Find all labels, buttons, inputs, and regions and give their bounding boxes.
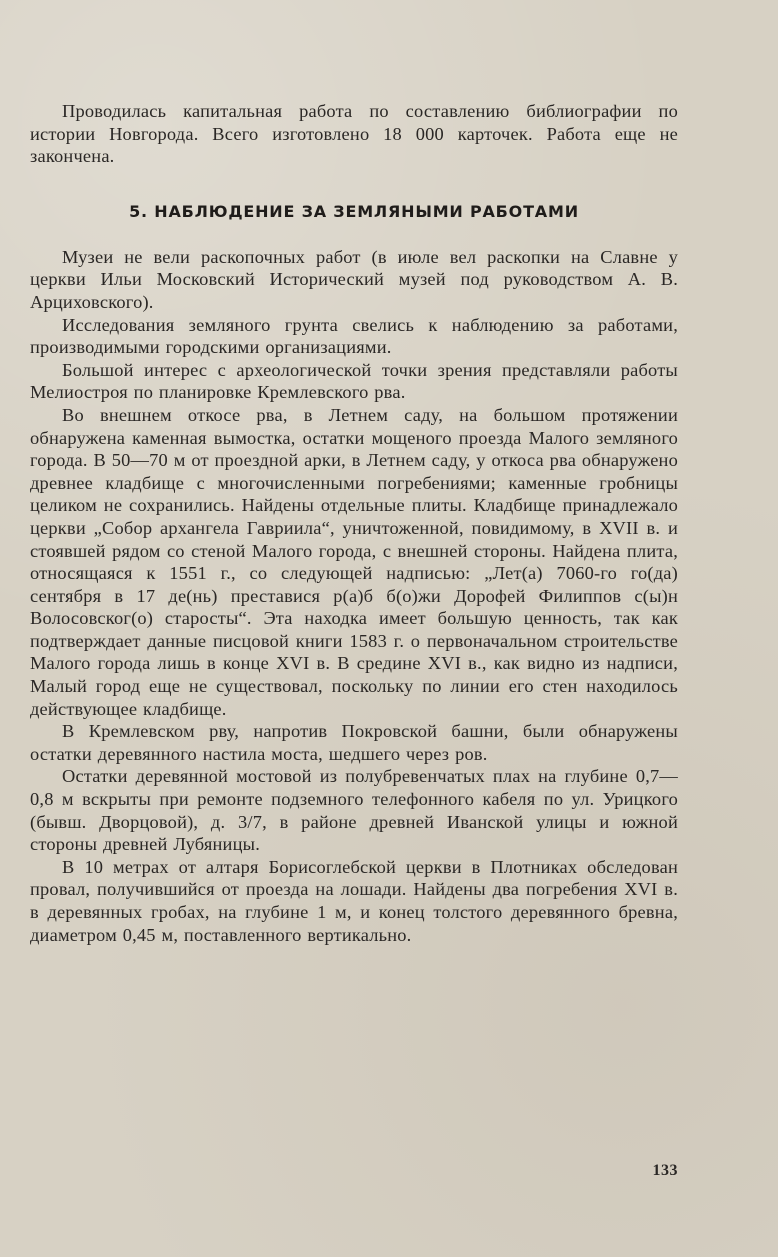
paragraph-kremlin-moat: В Кремлевском рву, напротив Покровской башни, были обнаружены остатки деревянного настила моста, шедшего через ров. bbox=[30, 721, 678, 764]
page-number: 133 bbox=[652, 1162, 678, 1179]
page-content bbox=[30, 100, 678, 946]
paragraph-bibliography: Проводилась капитальная работа по составлению библиографии по истории Новгорода. Всего изготовлено 18 000 карточек. Работа еще не закончена. bbox=[30, 101, 678, 167]
paragraph-melio-works: Большой интерес с археологической точки зрения представляли работы Мелиостроя по планировке Кремлевского рва. bbox=[30, 359, 678, 403]
paragraph-borisoglebsk: В 10 метрах от алтаря Борисоглебской церкви в Плотниках обследован провал, получившийся от проезда на лошади. Найдены два погребения XVI в. в деревянных гробах, на глубине 1 м, и конец толстого деревянного бревна, диаметром 0,45 м, поставленного вертикально. bbox=[30, 856, 678, 945]
paragraph-outer-slope: Во внешнем откосе рва, в Летнем саду, на большом протяжении обнаружена каменная вымостка, остатки мощеного проезда Малого земляного города. В 50—70 м от проездной арки, в Летнем саду, у откоса рва обнаружено древнее кладбище с многочисленными погребениями; каменные гробницы целиком не сохранились. Найдены отдельные плиты. Кладбище принадлежало церкви „Собор архангела Гавриила“, уничтоженной, повидимому, в XVII в. и стоявшей рядом со стеной Малого города, с внешней стороны. Найдена плита, относящаяся к 1551 г., со следующей надписью: „Лет(а) 7060-го го(да) сентября в 17 де(нь) преставися р(а)б б(о)жи Дорофей Филиппов с(ы)н Волосовског(о) старосты“. Эта находка имеет большую ценность, так как подтверждает данные писцовой книги 1583 г. о первоначальном строительстве Малого города лишь в конце XVI в. В средине XVI в., как видно из надписи, Малый город еще не существовал, поскольку по линии его стен находилось действующее кладбище. bbox=[30, 404, 678, 719]
paragraph-museums: Музеи не вели раскопочных работ (в июле вел раскопки на Славне у церкви Ильи Московский Исторический музей под руководством А. В. Арциховского). bbox=[30, 246, 678, 312]
section-heading: 5. НАБЛЮДЕНИЕ ЗА ЗЕМЛЯНЫМИ РАБОТАМИ bbox=[129, 201, 579, 221]
paragraph-wooden-pavement: Остатки деревянной мостовой из полубревенчатых плах на глубине 0,7—0,8 м вскрыты при ремонте подземного телефонного кабеля по ул. Урицкого (бывш. Дворцовой), д. 3/7, в районе древней Иванской улицы и южной стороны древней Лубяницы. bbox=[30, 766, 678, 855]
paragraph-ground-research: Исследования земляного грунта свелись к наблюдению за работами, производимыми городскими организациями. bbox=[30, 314, 678, 358]
